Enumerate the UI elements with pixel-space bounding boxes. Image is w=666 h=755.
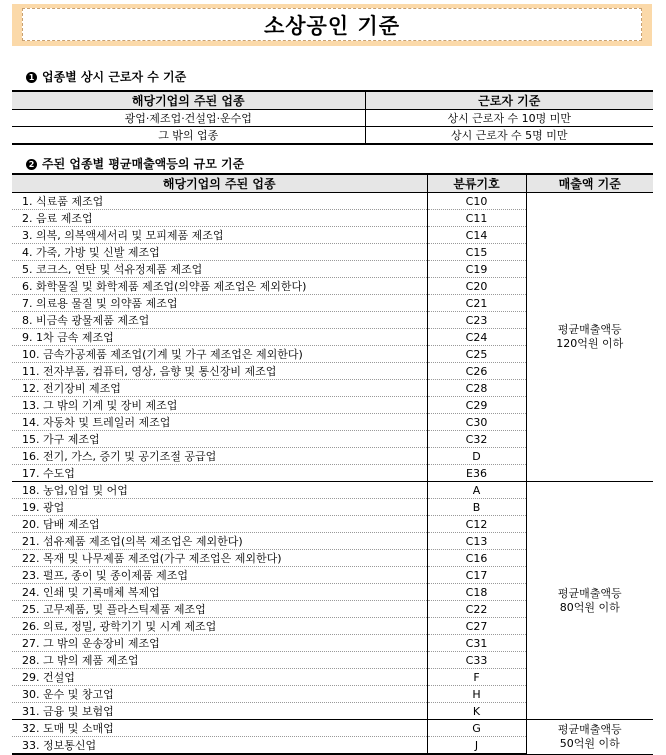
numbered-bullet-icon: 2 <box>26 159 37 170</box>
industry-name-cell: 29. 건설업 <box>12 669 427 686</box>
classification-code-cell: A <box>427 482 526 499</box>
classification-code-cell: E36 <box>427 465 526 482</box>
standard-cell: 상시 근로자 수 5명 미만 <box>365 127 653 145</box>
industry-name-cell: 13. 그 밖의 기계 및 장비 제조업 <box>12 397 427 414</box>
table-row <box>12 110 653 127</box>
classification-code-cell: C23 <box>427 312 526 329</box>
classification-code-cell: C11 <box>427 210 526 227</box>
classification-code-cell: J <box>427 737 526 755</box>
classification-code-cell: C18 <box>427 584 526 601</box>
sales-standard-amount: 80억원 이하 <box>559 600 620 614</box>
classification-code-cell: C12 <box>427 516 526 533</box>
classification-code-cell: C16 <box>427 550 526 567</box>
table-row <box>12 482 653 499</box>
table-row <box>12 193 653 210</box>
industry-name-cell: 12. 전기장비 제조업 <box>12 380 427 397</box>
industry-name-cell: 33. 정보통신업 <box>12 737 427 755</box>
section2-title: 주된 업종별 평균매출액등의 규모 기준 <box>42 157 245 171</box>
industry-name-cell: 23. 펄프, 종이 및 종이제품 제조업 <box>12 567 427 584</box>
industry-name-cell: 20. 담배 제조업 <box>12 516 427 533</box>
column-header: 해당기업의 주된 업종 <box>12 91 365 110</box>
industry-name-cell: 19. 광업 <box>12 499 427 516</box>
sales-standard-amount: 50억원 이하 <box>559 736 620 750</box>
industry-name-cell: 11. 전자부품, 컴퓨터, 영상, 음향 및 통신장비 제조업 <box>12 363 427 380</box>
classification-code-cell: G <box>427 720 526 737</box>
column-header: 분류기호 <box>427 174 526 193</box>
sales-standard-label: 평균매출액등 <box>557 586 622 600</box>
industry-name-cell: 16. 전기, 가스, 증기 및 공기조절 공급업 <box>12 448 427 465</box>
sales-standard-amount: 120억원 이하 <box>556 337 624 350</box>
classification-code-cell: H <box>427 686 526 703</box>
classification-code-cell: C21 <box>427 295 526 312</box>
classification-code-cell: C31 <box>427 635 526 652</box>
classification-code-cell: C29 <box>427 397 526 414</box>
classification-code-cell: D <box>427 448 526 465</box>
sales-standard-table <box>12 173 653 755</box>
employee-standard-table <box>12 90 653 145</box>
classification-code-cell: C13 <box>427 533 526 550</box>
industry-name-cell: 5. 코크스, 연탄 및 석유정제품 제조업 <box>12 261 427 278</box>
classification-code-cell: C20 <box>427 278 526 295</box>
industry-name-cell: 2. 음료 제조업 <box>12 210 427 227</box>
industry-name-cell: 27. 그 밖의 운송장비 제조업 <box>12 635 427 652</box>
classification-code-cell: C17 <box>427 567 526 584</box>
industry-name-cell: 28. 그 밖의 제품 제조업 <box>12 652 427 669</box>
section2-heading <box>26 155 244 172</box>
page-title: 소상공인 기준 <box>263 13 401 38</box>
industry-name-cell: 14. 자동차 및 트레일러 제조업 <box>12 414 427 431</box>
sales-standard-label: 평균매출액등 <box>557 722 622 736</box>
section1-heading <box>26 68 186 85</box>
industry-cell: 그 밖의 업종 <box>12 127 365 145</box>
industry-name-cell: 21. 섬유제품 제조업(의복 제조업은 제외한다) <box>12 533 427 550</box>
industry-name-cell: 32. 도매 및 소매업 <box>12 720 427 737</box>
table-header-row <box>12 91 653 110</box>
classification-code-cell: B <box>427 499 526 516</box>
classification-code-cell: F <box>427 669 526 686</box>
section1-title: 업종별 상시 근로자 수 기준 <box>42 70 187 84</box>
table-header-row <box>12 174 653 193</box>
classification-code-cell: C32 <box>427 431 526 448</box>
industry-name-cell: 18. 농업,임업 및 어업 <box>12 482 427 499</box>
industry-name-cell: 31. 금융 및 보험업 <box>12 703 427 720</box>
classification-code-cell: C19 <box>427 261 526 278</box>
classification-code-cell: C27 <box>427 618 526 635</box>
industry-name-cell: 3. 의복, 의복액세서리 및 모피제품 제조업 <box>12 227 427 244</box>
sales-standard-label: 평균매출액등 <box>557 323 622 336</box>
industry-name-cell: 15. 가구 제조업 <box>12 431 427 448</box>
title-box <box>22 8 642 41</box>
industry-name-cell: 30. 운수 및 창고업 <box>12 686 427 703</box>
industry-name-cell: 25. 고무제품, 및 플라스틱제품 제조업 <box>12 601 427 618</box>
classification-code-cell: C14 <box>427 227 526 244</box>
sales-standard-cell <box>526 720 653 755</box>
classification-code-cell: C26 <box>427 363 526 380</box>
industry-name-cell: 26. 의료, 정밀, 광학기기 및 시계 제조업 <box>12 618 427 635</box>
industry-cell: 광업·제조업·건설업·운수업 <box>12 110 365 127</box>
industry-name-cell: 7. 의료용 물질 및 의약품 제조업 <box>12 295 427 312</box>
numbered-bullet-icon: 1 <box>26 72 37 83</box>
standard-cell: 상시 근로자 수 10명 미만 <box>365 110 653 127</box>
classification-code-cell: C33 <box>427 652 526 669</box>
table-row <box>12 127 653 145</box>
classification-code-cell: C24 <box>427 329 526 346</box>
classification-code-cell: C25 <box>427 346 526 363</box>
industry-name-cell: 24. 인쇄 및 기록매체 복제업 <box>12 584 427 601</box>
industry-name-cell: 4. 가죽, 가방 및 신발 제조업 <box>12 244 427 261</box>
industry-name-cell: 10. 금속가공제품 제조업(기계 및 가구 제조업은 제외한다) <box>12 346 427 363</box>
classification-code-cell: C30 <box>427 414 526 431</box>
classification-code-cell: C10 <box>427 193 526 210</box>
classification-code-cell: C28 <box>427 380 526 397</box>
column-header: 매출액 기준 <box>526 174 653 193</box>
classification-code-cell: K <box>427 703 526 720</box>
industry-name-cell: 8. 비금속 광물제품 제조업 <box>12 312 427 329</box>
industry-name-cell: 6. 화학물질 및 화학제품 제조업(의약품 제조업은 제외한다) <box>12 278 427 295</box>
industry-name-cell: 1. 식료품 제조업 <box>12 193 427 210</box>
table-row <box>12 720 653 737</box>
industry-name-cell: 17. 수도업 <box>12 465 427 482</box>
classification-code-cell: C15 <box>427 244 526 261</box>
industry-name-cell: 22. 목재 및 나무제품 제조업(가구 제조업은 제외한다) <box>12 550 427 567</box>
classification-code-cell: C22 <box>427 601 526 618</box>
industry-name-cell: 9. 1차 금속 제조업 <box>12 329 427 346</box>
sales-standard-cell <box>526 482 653 720</box>
sales-standard-cell <box>526 193 653 482</box>
column-header: 근로자 기준 <box>365 91 653 110</box>
column-header: 해당기업의 주된 업종 <box>12 174 427 193</box>
